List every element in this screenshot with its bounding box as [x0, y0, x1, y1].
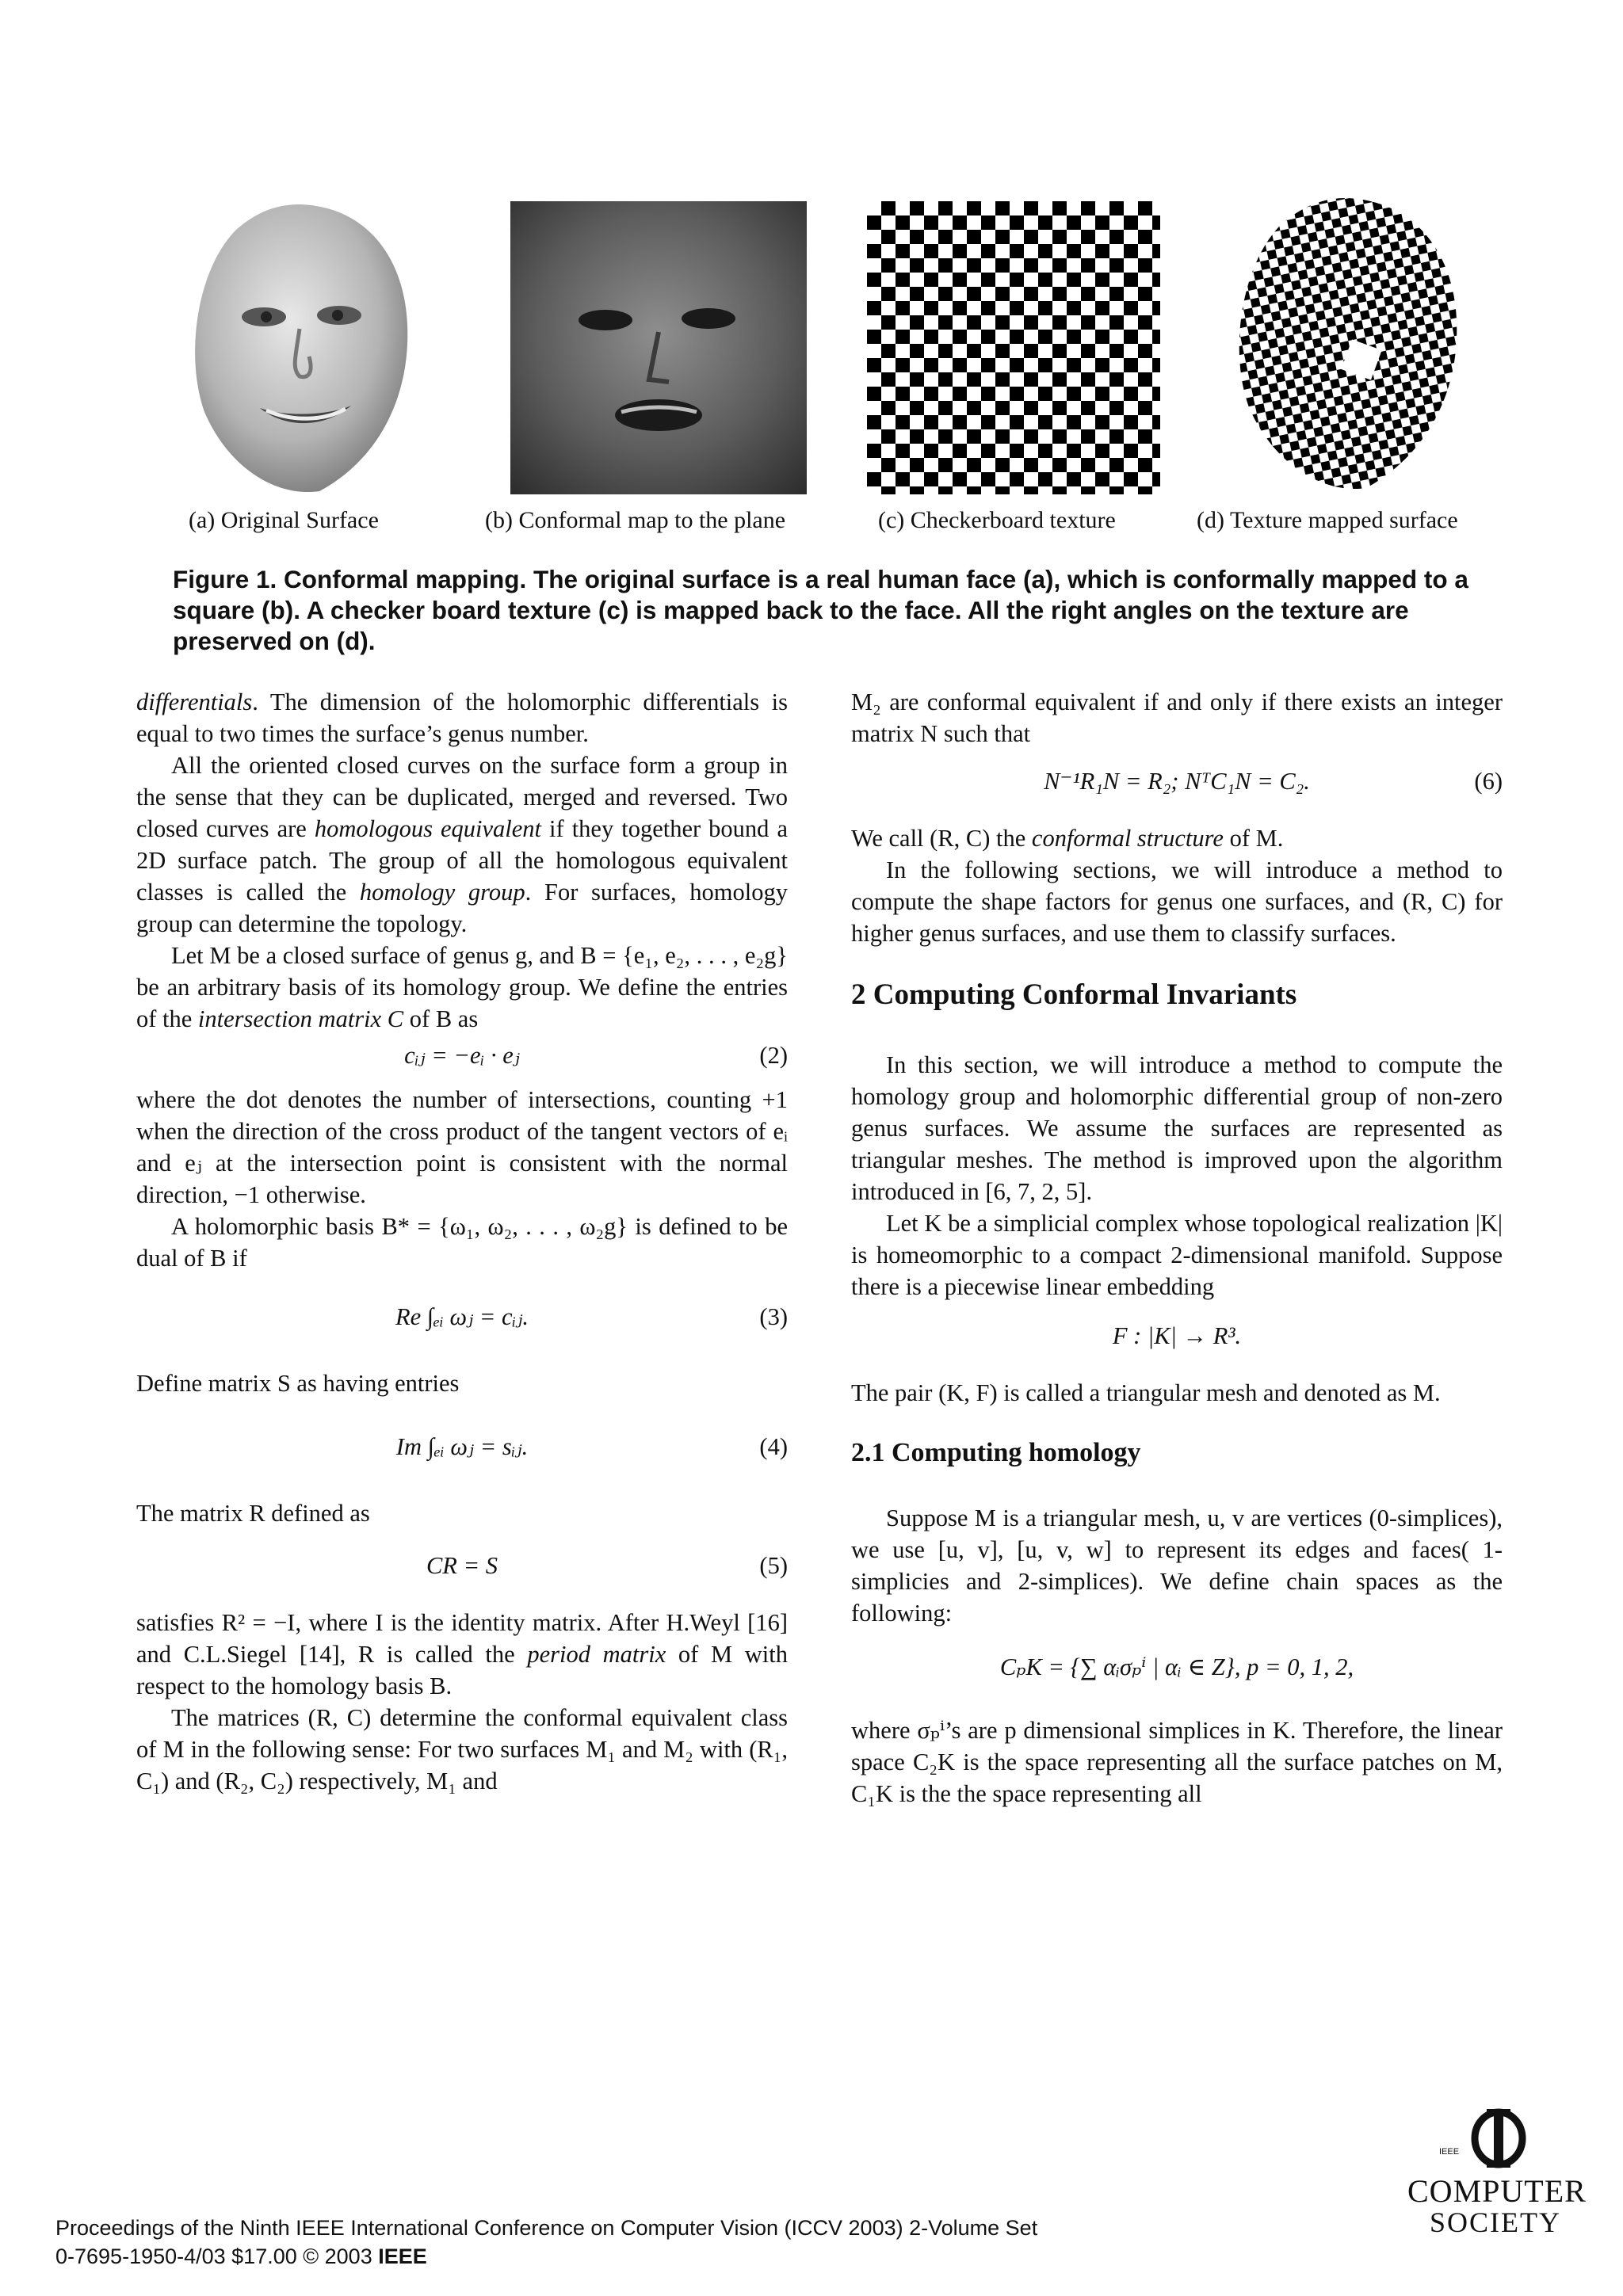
equation-body: CR = S — [426, 1552, 498, 1579]
italic-term: homologous equivalent — [314, 815, 542, 842]
equation-body: cᵢⱼ = −eᵢ · eⱼ — [404, 1042, 520, 1069]
paragraph: where σₚⁱ’s are p dimensional simplices in K. Therefore, the linear space C₂K is the space representing all the surface patches on M, C₁K is the the space representing all — [851, 1717, 1503, 1807]
paragraph: M₂ are conformal equivalent if and only if there exists an integer matrix N such that — [851, 688, 1503, 747]
equation-number: (4) — [759, 1433, 788, 1460]
logo-society-text: SOCIETY — [1430, 2206, 1561, 2238]
paragraph: Let K be a simplicial complex whose topological realization |K| is homeomorphic to a compact 2-dimensional manifold. Suppose there is a piecewise linear embedding — [851, 1210, 1503, 1300]
equation-body: CₚK = {∑ αᵢσₚⁱ | αᵢ ∈ Z}, p = 0, 1, 2, — [999, 1653, 1354, 1680]
equation-number: (5) — [759, 1552, 788, 1579]
ieee-mark: IEEE — [378, 2245, 427, 2268]
subcaption-d: (d) Texture mapped surface — [1197, 507, 1458, 533]
paragraph: Suppose M is a triangular mesh, u, v are vertices (0-simplices), we use [u, v], [u, v, w] to represent its edges and faces( 1-simplicies and 2-simplices). We define chain spaces as the following: — [851, 1505, 1503, 1627]
equation-chain-space — [851, 1651, 1503, 1689]
paragraph: The matrices (R, C) determine the conformal equivalent class of M in the following sense: For two surfaces M₁ and M₂ with (R₁, C₁) and (R₂, C₂) respectively, M₁ and — [136, 1704, 788, 1794]
paragraph — [851, 822, 1503, 854]
logo-ieee-text: IEEE — [1439, 2147, 1460, 2157]
equation-6 — [851, 765, 1503, 803]
italic-term: conformal structure — [1031, 825, 1224, 852]
right-column — [851, 686, 1503, 1810]
figure-caption: Figure 1. Conformal mapping. The original surface is a real human face (a), which is conformally mapped to a square (b). A checker board texture (c) is mapped back to the face. All the right angles on the texture are preserved on (d). — [173, 565, 1468, 655]
equation-body: Im ∫ₑᵢ ωⱼ = sᵢⱼ. — [395, 1433, 529, 1460]
text: of B as — [403, 1005, 479, 1032]
equation-body: F : |K| → R³. — [1112, 1322, 1242, 1349]
conformal-map-image — [510, 201, 807, 494]
text: . For surfaces, homology group can determine the topology. — [136, 879, 788, 937]
text: Let M be a closed surface of genus g, and B = {e₁, e₂, . . . , e₂g} be an arbitrary basis of its homology group. We define the entries of the — [136, 942, 788, 1032]
equation-2 — [136, 1039, 788, 1077]
equation-4 — [136, 1431, 788, 1469]
italic-term: homology group — [359, 879, 525, 906]
paragraph: Define matrix S as having entries — [136, 1370, 460, 1397]
equation-embedding — [851, 1320, 1503, 1358]
equation-body: Re ∫ₑᵢ ωⱼ = cᵢⱼ. — [395, 1303, 529, 1330]
subsection-heading: 2.1 Computing homology — [851, 1438, 1141, 1467]
subcaption-b: (b) Conformal map to the plane — [485, 507, 786, 533]
paragraph — [136, 686, 788, 749]
italic-term: period matrix — [527, 1641, 666, 1668]
equation-body: N⁻¹R₁N = R₂; NᵀC₁N = C₂. — [1044, 768, 1310, 795]
paragraph: The matrix R defined as — [136, 1500, 370, 1527]
equation-number: (6) — [1474, 768, 1503, 795]
paragraph: In the following sections, we will introduce a method to compute the shape factors for genus one surfaces, and (R, C) for higher genus surfaces, and use them to classify surfaces. — [851, 856, 1503, 947]
text: of M. — [1223, 825, 1284, 852]
checkerboard-texture-image — [867, 201, 1160, 494]
ieee-cs-logo-icon — [1463, 2107, 1534, 2169]
equation-5 — [136, 1550, 788, 1588]
paragraph — [136, 940, 788, 1035]
text: satisfies R² = −I, where I is the identity matrix. After H.Weyl [16] and C.L.Siegel [14], R is called the — [136, 1609, 788, 1668]
paragraph — [136, 1607, 788, 1702]
italic-term: intersection matrix C — [197, 1005, 404, 1032]
footer — [55, 2214, 1244, 2271]
text: We call (R, C) the — [851, 825, 1032, 852]
texture-mapped-surface-image — [1227, 193, 1465, 494]
copyright-text: 0-7695-1950-4/03 $17.00 © 2003 — [55, 2245, 379, 2268]
equation-number: (3) — [759, 1303, 788, 1330]
text: if they together bound a 2D surface patch. The group of all the homologous equivalent classes is called the — [136, 815, 788, 906]
subcaption-a: (a) Original Surface — [189, 507, 379, 533]
text: All the oriented closed curves on the surface form a group in the sense that they can be duplicated, merged and reversed. Two closed curves are — [136, 752, 788, 842]
computer-society-logo — [1407, 2107, 1587, 2275]
logo-computer-text: COMPUTER — [1407, 2173, 1587, 2209]
subcaption-c: (c) Checkerboard texture — [878, 507, 1116, 533]
italic-term: differentials — [136, 688, 253, 715]
paragraph: where the dot denotes the number of intersections, counting +1 when the direction of the cross product of the tangent vectors of eᵢ and eⱼ at the intersection point is consistent with the normal direction, −1 otherwise. — [136, 1086, 788, 1208]
paragraph: In this section, we will introduce a method to compute the homology group and holomorphic differential group of non-zero genus surfaces. We assume the surfaces are represented as triangular meshes. The method is improved upon the algorithm introduced in [6, 7, 2, 5]. — [851, 1051, 1503, 1205]
text: of M with respect to the homology basis B. — [136, 1641, 789, 1699]
footer-copyright — [55, 2242, 1244, 2271]
equation-3 — [136, 1301, 788, 1339]
equation-number: (2) — [759, 1042, 788, 1069]
figure-1 — [0, 0, 1623, 555]
left-column — [136, 686, 788, 1797]
text: . The dimension of the holomorphic differentials is equal to two times the surface’s genus number. — [136, 688, 788, 747]
section-heading: 2 Computing Conformal Invariants — [851, 978, 1297, 1011]
paragraph — [136, 749, 788, 940]
footer-proceedings: Proceedings of the Ninth IEEE International Conference on Computer Vision (ICCV 2003) 2-Volume Set — [55, 2216, 1038, 2240]
paragraph: A holomorphic basis B* = {ω₁, ω₂, . . . , ω₂g} is defined to be dual of B if — [136, 1213, 788, 1272]
face-surface-image — [181, 198, 418, 499]
paragraph: The pair (K, F) is called a triangular mesh and denoted as M. — [851, 1379, 1441, 1406]
